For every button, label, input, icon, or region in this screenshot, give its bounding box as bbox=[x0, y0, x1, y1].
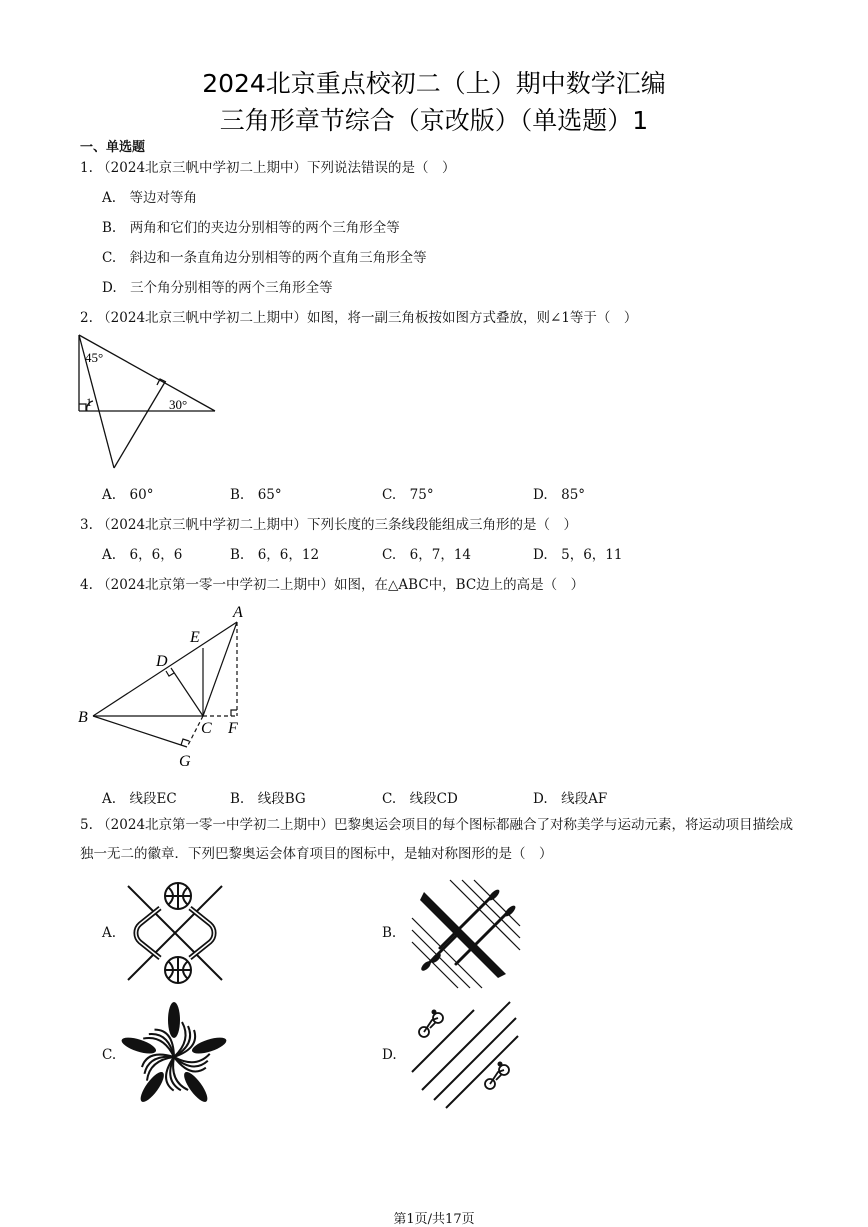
q1-option-b: B. 两角和它们的夹边分别相等的两个三角形全等 bbox=[102, 220, 400, 236]
q2-angle-45: 45° bbox=[85, 350, 104, 365]
q5-option-b-label: B. bbox=[382, 925, 397, 941]
q3-option-d: D. 5，6，11 bbox=[533, 547, 623, 563]
question-5: 5. （2024北京第一零一中学初二上期中）巴黎奥运会项目的每个图标都融合了对称美学与运动元素，将运动项目描绘成独一无二的徽章．下列巴黎奥运会体育项目的图标中，是轴对称图形的是（ ） bbox=[80, 817, 794, 862]
q3-option-b: B. 6，6，12 bbox=[230, 547, 320, 563]
q4-point-g: G bbox=[179, 753, 191, 770]
q2-option-c: C. 75° bbox=[382, 487, 434, 503]
q4-point-a: A bbox=[233, 604, 243, 621]
cycling-icon bbox=[410, 1000, 520, 1112]
question-1: 1. （2024北京三帆中学初二上期中）下列说法错误的是（ ） bbox=[80, 160, 456, 176]
q3-option-a: A. 6，6，6 bbox=[102, 547, 183, 563]
q2-triangle-figure bbox=[70, 330, 230, 480]
page-footer: 第1页/共17页 bbox=[393, 1212, 475, 1227]
q2-option-a: A. 60° bbox=[102, 487, 154, 503]
q2-angle-1: 1 bbox=[86, 395, 92, 409]
q4-point-e: E bbox=[190, 629, 200, 646]
question-4: 4. （2024北京第一零一中学初二上期中）如图，在△ABC中，BC边上的高是（ ） bbox=[80, 577, 585, 593]
page-title-line1: 2024北京重点校初二（上）期中数学汇编 bbox=[202, 69, 666, 98]
question-3: 3. （2024北京三帆中学初二上期中）下列长度的三条线段能组成三角形的是（ ） bbox=[80, 517, 578, 533]
q3-option-c: C. 6，7，14 bbox=[382, 547, 471, 563]
q4-option-c: C. 线段CD bbox=[382, 791, 458, 807]
q5-option-d-label: D. bbox=[382, 1047, 397, 1063]
q2-option-d: D. 85° bbox=[533, 487, 586, 503]
q4-triangle-figure bbox=[76, 600, 256, 775]
q4-point-c: C bbox=[201, 720, 212, 737]
page-title-line2: 三角形章节综合（京改版）（单选题）1 bbox=[219, 106, 649, 135]
rowing-icon bbox=[410, 878, 522, 988]
windmill-icon bbox=[122, 1000, 226, 1110]
basketball-icon bbox=[120, 878, 230, 988]
q4-point-f: F bbox=[228, 720, 238, 737]
q4-option-b: B. 线段BG bbox=[230, 791, 306, 807]
q1-option-a: A. 等边对等角 bbox=[102, 190, 198, 206]
section-title: 一、单选题 bbox=[80, 140, 146, 155]
q5-option-a-label: A. bbox=[102, 925, 117, 941]
question-2: 2. （2024北京三帆中学初二上期中）如图，将一副三角板按如图方式叠放，则∠1等于（ ） bbox=[80, 310, 638, 326]
q1-option-c: C. 斜边和一条直角边分别相等的两个直角三角形全等 bbox=[102, 250, 427, 266]
q2-option-b: B. 65° bbox=[230, 487, 282, 503]
q4-option-d: D. 线段AF bbox=[533, 791, 608, 807]
q4-point-d: D bbox=[156, 653, 168, 670]
q1-option-d: D. 三个角分别相等的两个三角形全等 bbox=[102, 280, 333, 296]
q5-option-c-label: C. bbox=[102, 1047, 117, 1063]
q4-point-b: B bbox=[78, 709, 88, 726]
q2-angle-30: 30° bbox=[169, 397, 188, 412]
q4-option-a: A. 线段EC bbox=[102, 791, 177, 807]
